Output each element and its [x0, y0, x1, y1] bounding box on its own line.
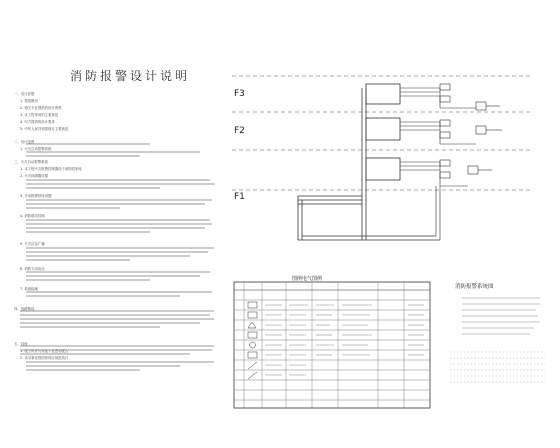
note-line: 4. 消防联动控制	[20, 214, 45, 218]
note-line: 2. 相关专业提供的设计资料	[20, 106, 62, 110]
design-notes-title: 消防报警设计说明	[70, 69, 191, 83]
notes-text-filler	[20, 144, 215, 370]
floor-label-f3: F3	[234, 89, 245, 99]
note-line: 4. 甲方提供的设计要求	[20, 120, 55, 124]
note-line: 四、线路敷设	[14, 307, 35, 311]
note-line: 5. 火灾应急广播	[20, 242, 45, 246]
note-line: 7. 系统接地	[20, 287, 38, 291]
note-line: 三、火灾自动报警系统	[14, 160, 48, 164]
note-line: 五、其他	[14, 342, 28, 346]
note-line: 3. 手动报警按钮设置	[20, 194, 52, 198]
note-line: 2. 未尽事宜按国家现行规范执行	[20, 356, 69, 360]
note-line: 1. 建筑概况	[20, 99, 38, 103]
note-line: 二、设计范围	[14, 140, 35, 144]
floor-dividers	[232, 76, 532, 190]
trunk-lines	[298, 88, 440, 240]
legend-table	[234, 282, 430, 408]
note-line: 1. 火灾自动报警系统	[20, 147, 52, 151]
f1-module-group	[366, 158, 492, 240]
note-line: 一、设计依据	[14, 92, 35, 96]
note-line: 1. 施工时应与其他专业密切配合	[20, 349, 69, 353]
note-line: 3. 本工程采用的主要规范	[20, 113, 59, 117]
f3-module-group	[366, 84, 500, 110]
note-line: 1. 本工程火灾报警控制器设于消防控制室	[20, 167, 82, 171]
system-diagram-title: 消防报警系统图	[455, 284, 494, 290]
system-notes	[450, 298, 545, 382]
note-line: 5. 中华人民共和国现行主要规范	[20, 127, 69, 131]
floor-label-f2: F2	[234, 126, 245, 136]
floor-label-f1: F1	[234, 192, 245, 202]
f2-module-group	[366, 118, 502, 144]
note-line: 6. 消防专用电话	[20, 267, 45, 271]
legend-table-title: 图例电气图例	[292, 276, 323, 282]
note-line: 2. 火灾探测器设置	[20, 174, 49, 178]
